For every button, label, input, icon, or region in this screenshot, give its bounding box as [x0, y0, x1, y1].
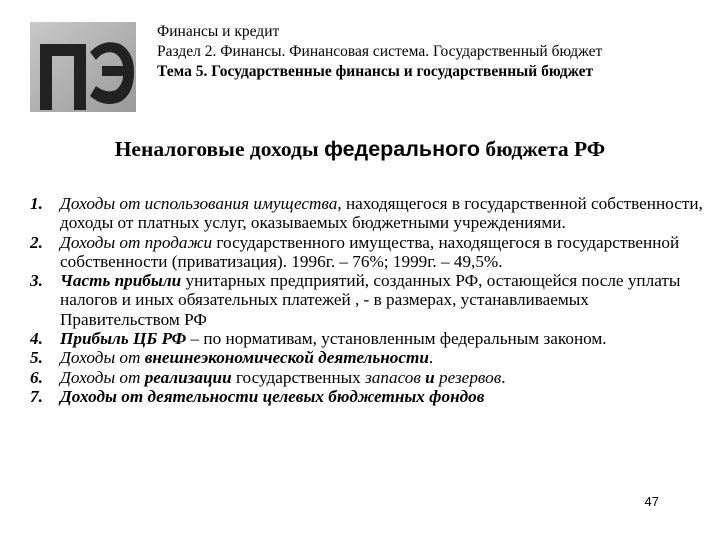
- list-item: [30, 368, 710, 387]
- item-text: .: [501, 367, 506, 387]
- item-emphasis: реализации: [144, 367, 232, 387]
- course-header: [157, 22, 677, 82]
- list-number: 7.: [30, 386, 43, 406]
- item-text: государственных: [231, 367, 366, 387]
- course-title: Финансы и кредит: [157, 23, 280, 40]
- item-emphasis: резервов: [438, 367, 502, 387]
- slide-title: [0, 137, 720, 162]
- item-text: Доходы от: [60, 348, 145, 368]
- list-number: 1.: [30, 194, 43, 213]
- item-text: , находящегося в государственной собственности, доходы от платных услуг, оказываемых бюджетными учреждениями.: [60, 194, 703, 233]
- item-emphasis: Прибыль ЦБ РФ: [60, 329, 187, 349]
- list-number: 6.: [30, 367, 43, 387]
- topic-title: Тема 5. Государственные финансы и государственный бюджет: [157, 63, 594, 80]
- list-item: [30, 348, 710, 367]
- item-emphasis: Доходы от использования имущества: [60, 194, 338, 213]
- item-text: унитарных предприятий, созданных РФ, остающейся после уплаты налогов и иных обязательных платежей , - в размерах, устанавливаемых Правительством РФ: [60, 271, 681, 329]
- title-part2: федерального: [324, 137, 481, 161]
- item-text: .: [428, 348, 434, 368]
- list-number: 3.: [30, 271, 43, 291]
- list-number: 2.: [30, 232, 43, 252]
- page-number: 47: [644, 494, 659, 509]
- list-item: [30, 271, 710, 329]
- list-item: [30, 329, 710, 348]
- item-text: – по нормативам, установленным федеральным законом.: [186, 329, 607, 349]
- item-text: Доходы от: [60, 386, 148, 406]
- item-emphasis: Часть прибыли: [60, 271, 182, 291]
- list-item: [30, 233, 710, 272]
- title-part3: бюджета РФ: [480, 137, 606, 161]
- revenue-list: [30, 194, 710, 406]
- list-number: 5.: [30, 348, 43, 368]
- list-number: 4.: [30, 329, 43, 349]
- title-part1: Неналоговые доходы: [114, 137, 325, 161]
- item-emphasis: и: [420, 367, 439, 387]
- item-emphasis: запасов: [365, 367, 421, 387]
- section-title: Раздел 2. Финансы. Финансовая система. Государственный бюджет: [157, 43, 603, 60]
- logo: [30, 22, 136, 112]
- list-item: [30, 194, 710, 233]
- list-item: [30, 387, 710, 406]
- item-emphasis: внешнеэкономической деятельности: [144, 348, 429, 368]
- item-emphasis: Доходы от продажи: [60, 232, 213, 252]
- item-emphasis: деятельности целевых бюджетных фондов: [147, 386, 485, 406]
- item-text: государственного имущества, находящегося в государственной собственности (приватизация). 1996г. – 76%; 1999г. – 49,5%.: [60, 232, 680, 271]
- item-text: Доходы от: [60, 367, 145, 387]
